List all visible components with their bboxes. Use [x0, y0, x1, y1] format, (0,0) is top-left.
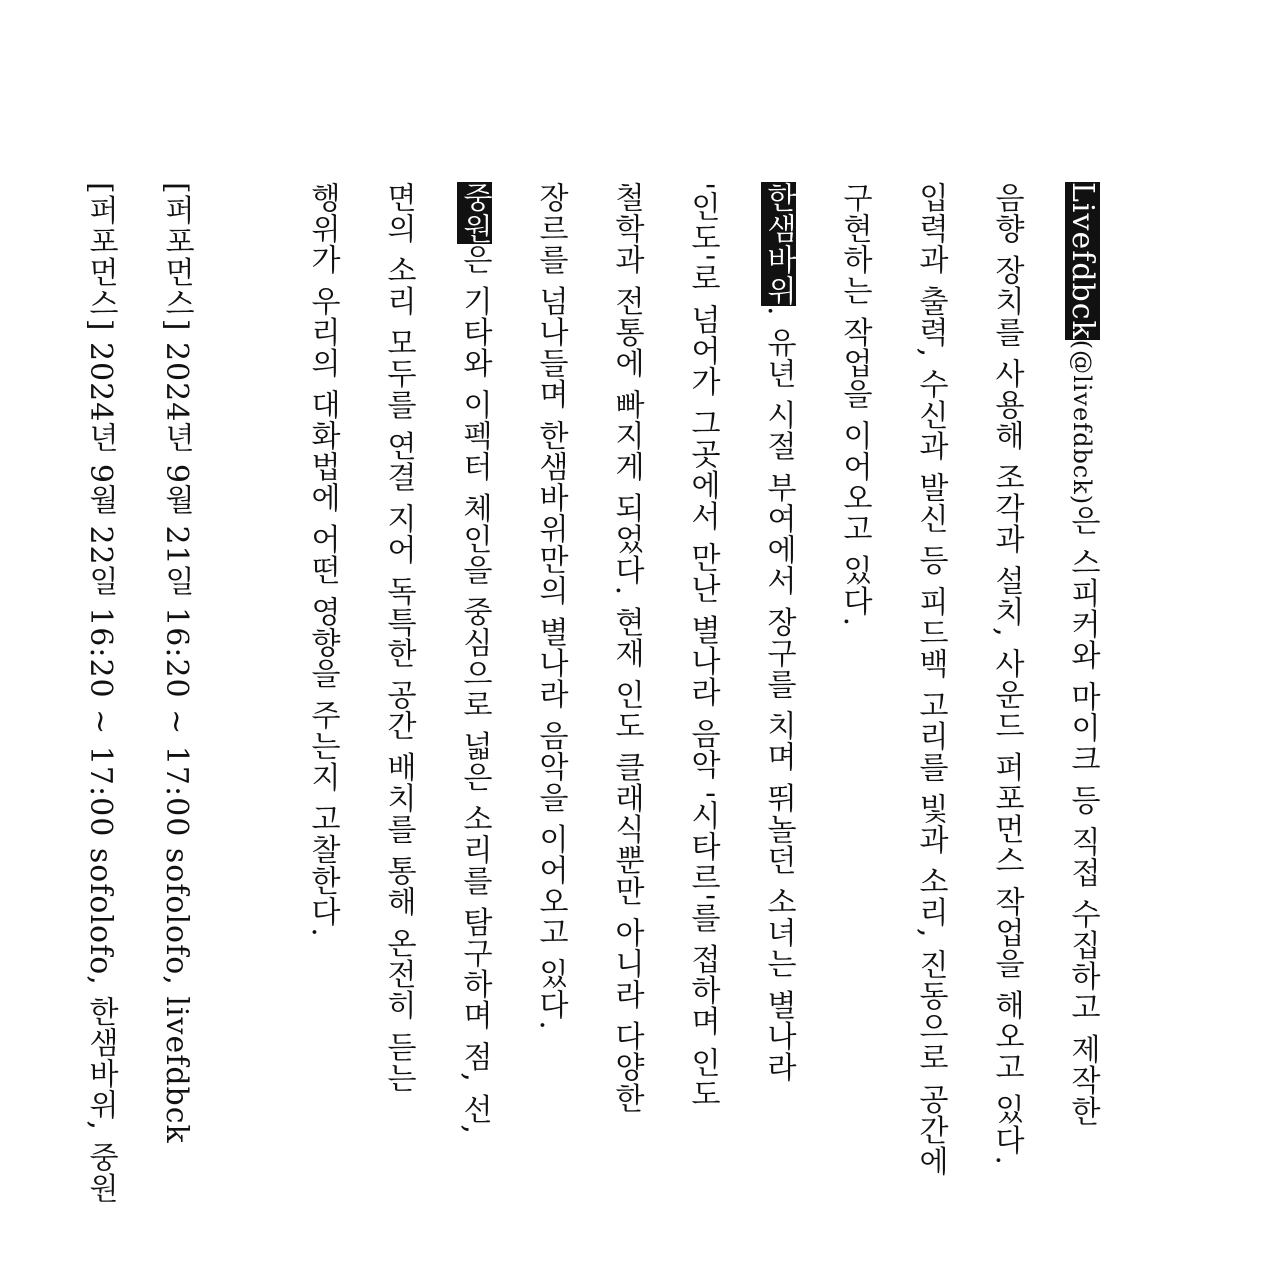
bio-line-2	[988, 182, 1024, 1252]
bio-text: 행위가 우리의 대화법에 어떤 영향을 주는지 고찰한다.	[305, 182, 340, 938]
bio-line-3	[912, 182, 948, 1252]
bio-text: 은 스피커와 마이크 등 직접 수집하고 제작한	[1065, 505, 1100, 1127]
bio-text: 장르를 넘나들며 한샘바위만의 별나라 음악을 이어오고 있다.	[533, 182, 568, 1031]
bio-line-10	[380, 182, 416, 1252]
performance-schedule-day2	[82, 182, 118, 1252]
artist-name-hansaembawi: 한샘바위	[761, 182, 796, 306]
bio-text: '인도'로 넘어가 그곳에서 만난 별나라 음악 '시타르'를 접하며 인도	[685, 182, 720, 1110]
bio-line-1	[1064, 182, 1100, 1252]
bio-text: 철학과 전통에 빠지게 되었다. 현재 인도 클래식뿐만 아니라 다양한	[609, 182, 644, 1114]
bio-text: 입력과 출력, 수신과 발신 등 피드백 고리를 빛과 소리, 진동으로 공간에	[913, 182, 948, 1177]
bio-text: 면의 소리 모두를 연결 지어 독특한 공간 배치를 통해 온전히 듣는	[381, 182, 416, 1094]
performance-schedule-day1	[158, 182, 194, 1252]
artist-name-livefdbck: Livefdbck	[1065, 182, 1100, 340]
bio-line-11	[304, 182, 340, 1252]
bio-line-8	[532, 182, 568, 1252]
bio-line-7	[608, 182, 644, 1252]
bio-line-9	[456, 182, 492, 1252]
bio-text: 음향 장치를 사용해 조각과 설치, 사운드 퍼포먼스 작업을 해오고 있다.	[989, 182, 1024, 1166]
bio-text: 은 기타와 이펙터 체인을 중심으로 넓은 소리를 탐구하며 점, 선,	[457, 244, 492, 1135]
bio-text: . 유년 시절 부여에서 장구를 치며 뛰놀던 소녀는 별나라	[761, 306, 796, 1083]
bio-line-5	[760, 182, 796, 1252]
schedule-text: [퍼포먼스] 2024년 9월 21일 16:20 ~ 17:00 sofolofo, livefdbck	[159, 182, 194, 1144]
artist-name-jungwon: 중원	[457, 182, 492, 244]
bio-line-6	[684, 182, 720, 1252]
artist-handle: (@livefdbck)	[1068, 339, 1096, 506]
bio-line-4	[836, 182, 872, 1252]
schedule-text: [퍼포먼스] 2024년 9월 22일 16:20 ~ 17:00 sofolofo, 한샘바위, 중원	[83, 182, 118, 1204]
bio-text: 구현하는 작업을 이어오고 있다.	[837, 182, 872, 628]
